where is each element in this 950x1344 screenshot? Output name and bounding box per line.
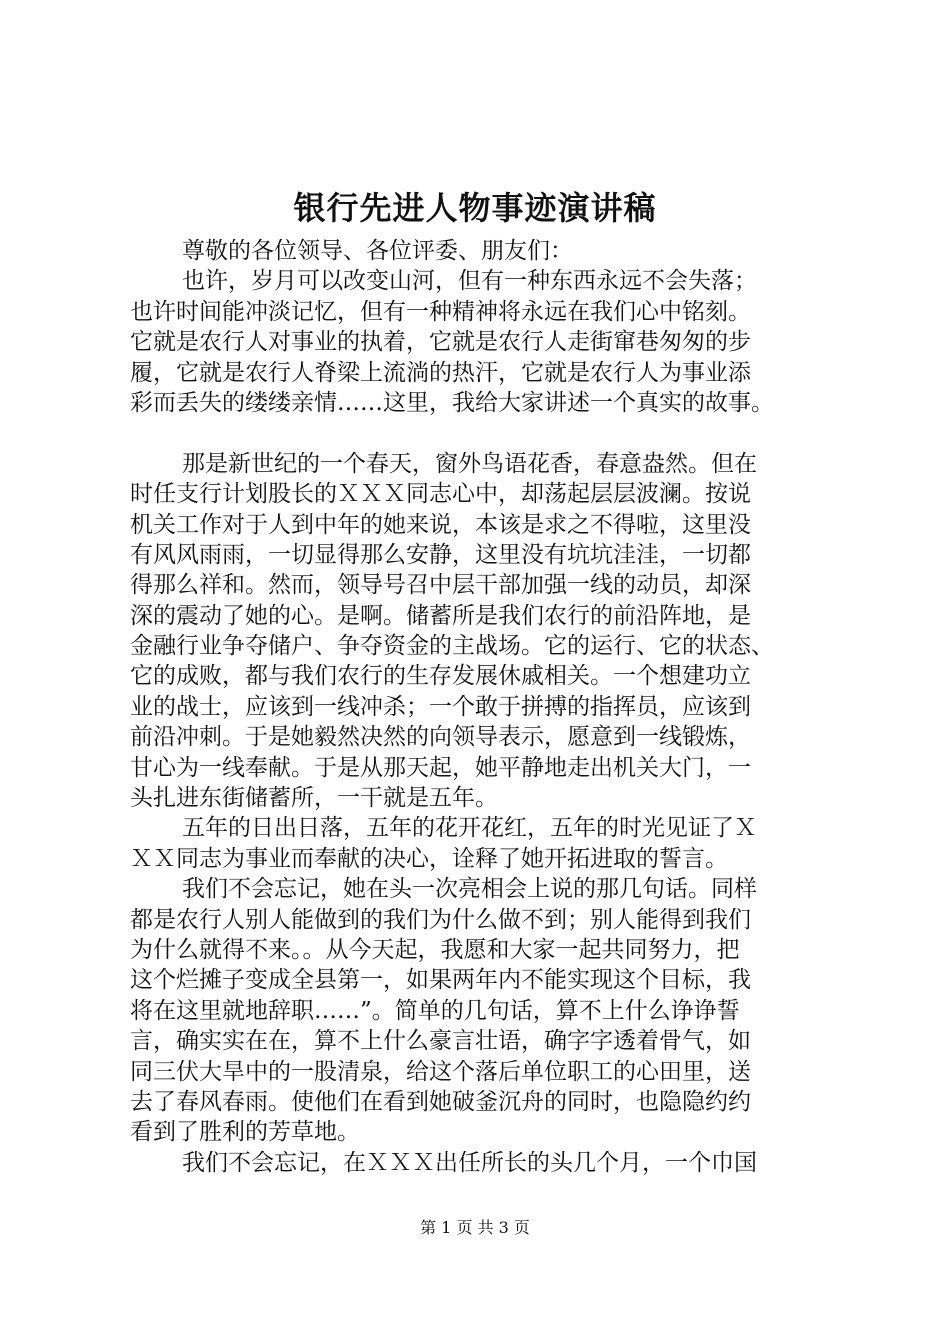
text-line: 履，它就是农行人脊梁上流淌的热汗，它就是农行人为事业添 (130, 359, 751, 386)
text-line: 金融行业争夺储户、争夺资金的主战场。它的运行、它的状态、 (130, 633, 774, 660)
text-line: 也许，岁月可以改变山河，但有一种东西永远不会失落； (182, 268, 757, 295)
text-line: 它的成败，都与我们农行的生存发展休戚相关。一个想建功立 (130, 663, 751, 690)
text-line: 我们不会忘记，她在头一次亮相会上说的那几句话。同样 (182, 876, 757, 903)
text-line: 五年的日出日落，五年的花开花红，五年的时光见证了Ｘ (182, 815, 757, 842)
document-body (130, 236, 830, 1178)
text-line: 同三伏大旱中的一股清泉，给这个落后单位职工的心田里，送 (130, 1058, 751, 1085)
text-line: 机关工作对于人到中年的她来说，本该是求之不得啦，这里没 (130, 511, 751, 538)
text-line: 看到了胜利的芳草地。 (130, 1119, 360, 1146)
text-line: 都是农行人别人能做到的我们为什么做不到；别人能得到我们 (130, 906, 751, 933)
text-line: 有风风雨雨，一切显得那么安静，这里没有坑坑洼洼，一切都 (130, 541, 751, 568)
text-line: 它就是农行人对事业的执着，它就是农行人走街窜巷匆匆的步 (130, 329, 751, 356)
text-line: 得那么祥和。然而，领导号召中层干部加强一线的动员，却深 (130, 572, 751, 599)
text-line: 这个烂摊子变成全县第一，如果两年内不能实现这个目标，我 (130, 967, 751, 994)
text-line: 我们不会忘记，在ＸＸＸ出任所长的头几个月，一个巾国 (182, 1149, 757, 1176)
text-line: 时任支行计划股长的ＸＸＸ同志心中，却荡起层层波澜。按说 (130, 481, 751, 508)
text-line: 将在这里就地辞职……”。简单的几句话，算不上什么诤诤誓 (130, 997, 740, 1024)
text-line: 彩而丢失的缕缕亲情……这里，我给大家讲述一个真实的故事。 (130, 389, 774, 416)
text-line: 为什么就得不来。。从今天起，我愿和大家一起共同努力，把 (130, 936, 740, 963)
text-line: 言，确实实在在，算不上什么豪言壮语，确字字透着骨气，如 (130, 1028, 751, 1055)
text-line: ＸＸ同志为事业而奉献的决心，诠释了她开拓进取的誓言。 (130, 845, 728, 872)
text-line: 那是新世纪的一个春天，窗外鸟语花香，春意盎然。但在 (182, 450, 757, 477)
page-footer: 第 1 页 共 3 页 (420, 1218, 530, 1237)
blank-line (130, 418, 830, 448)
text-line: 也许时间能冲淡记忆，但有一种精神将永远在我们心中铭刻。 (130, 298, 751, 325)
text-line: 头扎进东街储蓄所，一干就是五年。 (130, 785, 498, 812)
document-title: 银行先进人物事迹演讲稿 (293, 189, 657, 227)
text-line: 深的震动了她的心。是啊。储蓄所是我们农行的前沿阵地，是 (130, 602, 751, 629)
text-line: 尊敬的各位领导、各位评委、朋友们： (182, 238, 573, 264)
text-line: 业的战士，应该到一线冲杀；一个敢于拼搏的指挥员，应该到 (130, 693, 751, 720)
text-line: 前沿冲刺。于是她毅然决然的向领导表示，愿意到一线锻炼， (130, 724, 751, 751)
text-line: 去了春风春雨。使他们在看到她破釜沉舟的同时，也隐隐约约 (130, 1088, 751, 1115)
text-line: 甘心为一线奉献。于是从那天起，她平静地走出机关大门，一 (130, 754, 751, 781)
